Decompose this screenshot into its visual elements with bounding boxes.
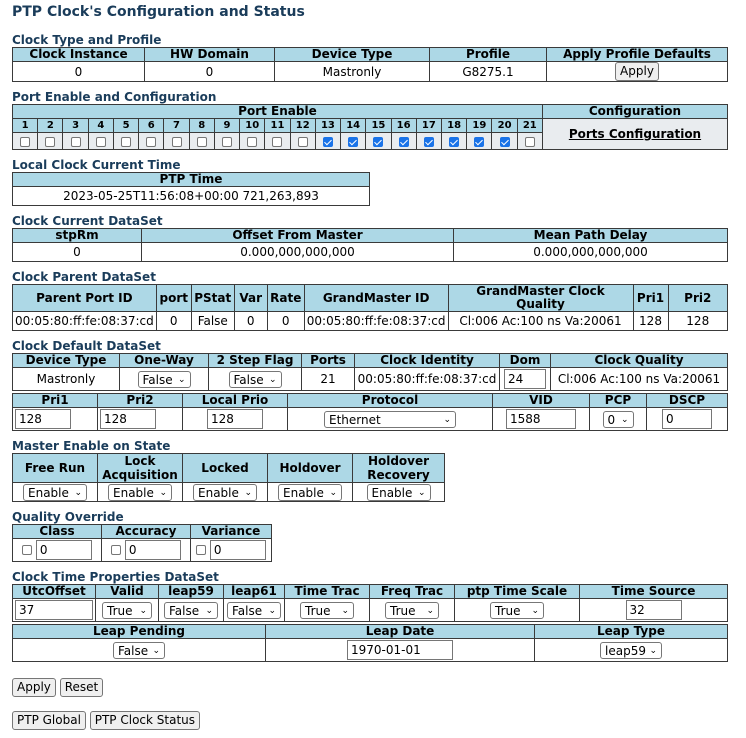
col-lock-acquisition: Lock Acquisition xyxy=(98,454,183,483)
col-clock-quality: Clock Quality xyxy=(551,354,728,368)
port-number-1: 1 xyxy=(13,119,38,133)
variance-input[interactable]: 0 xyxy=(210,540,266,560)
page-title: PTP Clock's Configuration and Status xyxy=(12,4,305,20)
class-override-checkbox[interactable] xyxy=(22,545,32,555)
one-way-select[interactable]: False ⌄ xyxy=(138,371,191,388)
port-enable-checkbox-6[interactable] xyxy=(146,137,156,147)
leap-date-input[interactable]: 1970-01-01 xyxy=(347,640,453,660)
configuration-header: Configuration xyxy=(542,105,727,119)
col-ds-pri1: Pri1 xyxy=(13,394,98,408)
col-ptp-time-scale: ptp Time Scale xyxy=(455,585,580,599)
port-enable-checkbox-7[interactable] xyxy=(172,137,182,147)
col-device-type: Device Type xyxy=(275,48,430,62)
col-holdover-recovery: Holdover Recovery xyxy=(353,454,445,483)
parent-port-id-value: 00:05:80:ff:fe:08:37:cd xyxy=(13,312,157,331)
col-dscp: DSCP xyxy=(647,394,728,408)
leap-type-select[interactable]: leap59 ⌄ xyxy=(600,642,662,659)
default-ds-table xyxy=(12,353,728,391)
reset-button[interactable]: Reset xyxy=(60,678,104,697)
pstat-value: False xyxy=(191,312,234,331)
col-pstat: PStat xyxy=(191,285,234,312)
port-enable-checkbox-9[interactable] xyxy=(222,137,232,147)
class-input[interactable]: 0 xyxy=(36,540,92,560)
port-number-11: 11 xyxy=(265,119,290,133)
col-pri2: Pri2 xyxy=(668,285,728,312)
port-enable-checkbox-8[interactable] xyxy=(197,137,207,147)
holdover-select[interactable]: Enable ⌄ xyxy=(278,484,342,501)
apply-button[interactable]: Apply xyxy=(12,678,56,697)
port-enable-checkbox-21[interactable] xyxy=(525,137,535,147)
pri1-input[interactable]: 128 xyxy=(15,409,71,429)
port-number-21: 21 xyxy=(517,119,542,133)
port-number-14: 14 xyxy=(341,119,366,133)
col-default-device-type: Device Type xyxy=(13,354,120,368)
col-pcp: PCP xyxy=(590,394,647,408)
port-number-13: 13 xyxy=(315,119,340,133)
port-enable-checkbox-1[interactable] xyxy=(20,137,30,147)
chevron-down-icon: ⌄ xyxy=(417,487,426,498)
pri2-value: 128 xyxy=(668,312,728,331)
port-number-16: 16 xyxy=(391,119,416,133)
leap-pending-select[interactable]: False ⌄ xyxy=(113,642,165,659)
clock-type-table xyxy=(12,47,728,82)
col-mean-path-delay: Mean Path Delay xyxy=(454,229,728,243)
profile-value: G8275.1 xyxy=(430,62,547,82)
port-enable-checkbox-13[interactable] xyxy=(323,137,333,147)
port-number-6: 6 xyxy=(139,119,164,133)
master-enable-table xyxy=(12,453,445,502)
leap59-select[interactable]: False ⌄ xyxy=(164,602,218,619)
clock-type-title: Clock Type and Profile xyxy=(12,33,162,47)
col-pri1: Pri1 xyxy=(633,285,668,312)
default-ds-title: Clock Default DataSet xyxy=(12,339,161,353)
master-enable-title: Master Enable on State xyxy=(12,439,171,453)
grandmaster-id-value: 00:05:80:ff:fe:08:37:cd xyxy=(304,312,448,331)
port-enable-checkbox-15[interactable] xyxy=(373,137,383,147)
col-class: Class xyxy=(13,525,102,539)
chevron-down-icon: ⌄ xyxy=(268,605,276,616)
ports-value: 21 xyxy=(302,368,355,391)
chevron-down-icon: ⌄ xyxy=(268,374,277,385)
local-time-title: Local Clock Current Time xyxy=(12,158,181,172)
col-one-way: One-Way xyxy=(120,354,209,368)
nav-buttons xyxy=(12,711,746,730)
col-hw-domain: HW Domain xyxy=(145,48,275,62)
col-ports: Ports xyxy=(302,354,355,368)
port-number-row xyxy=(13,119,728,133)
parent-ds-table xyxy=(12,284,728,331)
time-props-table xyxy=(12,584,728,622)
dscp-input[interactable]: 0 xyxy=(662,409,712,429)
quality-override-title: Quality Override xyxy=(12,510,124,524)
chevron-down-icon: ⌄ xyxy=(443,414,451,425)
port-number-4: 4 xyxy=(88,119,113,133)
current-ds-title: Clock Current DataSet xyxy=(12,214,163,228)
chevron-down-icon: ⌄ xyxy=(159,487,167,498)
port-number-3: 3 xyxy=(63,119,88,133)
rate-value: 0 xyxy=(267,312,304,331)
port-number-18: 18 xyxy=(441,119,466,133)
port-enable-title: Port Enable and Configuration xyxy=(12,90,217,104)
port-number-9: 9 xyxy=(214,119,239,133)
col-time-source: Time Source xyxy=(580,585,728,599)
parent-ds-title: Clock Parent DataSet xyxy=(12,270,156,284)
two-step-flag-select[interactable]: False ⌄ xyxy=(229,371,282,388)
leap61-select[interactable]: False ⌄ xyxy=(227,602,281,619)
col-freq-trac: Freq Trac xyxy=(370,585,455,599)
port-number-19: 19 xyxy=(467,119,492,133)
local-prio-input[interactable]: 128 xyxy=(207,409,263,429)
chevron-down-icon: ⌄ xyxy=(139,605,147,616)
chevron-down-icon: ⌄ xyxy=(426,605,434,616)
col-free-run: Free Run xyxy=(13,454,98,483)
chevron-down-icon: ⌄ xyxy=(244,487,252,498)
port-number-10: 10 xyxy=(240,119,265,133)
default-device-type-value: Mastronly xyxy=(13,368,120,391)
free-run-select[interactable]: Enable ⌄ xyxy=(23,484,87,501)
col-2-step-flag: 2 Step Flag xyxy=(209,354,302,368)
col-leap-pending: Leap Pending xyxy=(13,625,266,639)
accuracy-input[interactable]: 0 xyxy=(125,540,181,560)
port-enable-checkbox-16[interactable] xyxy=(399,137,409,147)
clock-identity-value: 00:05:80:ff:fe:08:37:cd xyxy=(355,368,500,391)
port-enable-checkbox-18[interactable] xyxy=(449,137,459,147)
col-valid: Valid xyxy=(96,585,159,599)
port-enable-checkbox-14[interactable] xyxy=(348,137,358,147)
port-enable-checkbox-19[interactable] xyxy=(474,137,484,147)
quality-override-table xyxy=(12,524,272,562)
port-number-8: 8 xyxy=(189,119,214,133)
col-holdover: Holdover xyxy=(268,454,353,483)
col-stprm: stpRm xyxy=(13,229,142,243)
port-enable-checkbox-12[interactable] xyxy=(298,137,308,147)
col-clock-identity: Clock Identity xyxy=(355,354,500,368)
col-rate: Rate xyxy=(267,285,304,312)
chevron-down-icon: ⌄ xyxy=(74,487,82,498)
port-value: 0 xyxy=(156,312,191,331)
apply-profile-button[interactable]: Apply xyxy=(615,62,659,81)
col-accuracy: Accuracy xyxy=(102,525,191,539)
port-number-12: 12 xyxy=(290,119,315,133)
ports-configuration-link[interactable]: Ports Configuration xyxy=(568,127,702,141)
local-time-table xyxy=(12,172,370,206)
utc-offset-input[interactable]: 37 xyxy=(15,600,93,620)
col-vid: VID xyxy=(493,394,590,408)
col-offset-from-master: Offset From Master xyxy=(142,229,454,243)
col-ds-pri2: Pri2 xyxy=(98,394,183,408)
col-utc-offset: UtcOffset xyxy=(13,585,96,599)
col-leap-type: Leap Type xyxy=(535,625,728,639)
freq-trac-select[interactable]: True ⌄ xyxy=(385,602,439,619)
port-number-5: 5 xyxy=(113,119,138,133)
leap-table xyxy=(12,624,728,662)
lock-acquisition-select[interactable]: Enable ⌄ xyxy=(108,484,172,501)
dom-input[interactable]: 24 xyxy=(504,369,546,389)
form-buttons xyxy=(12,678,746,697)
current-ds-table xyxy=(12,228,728,262)
col-locked: Locked xyxy=(183,454,268,483)
col-grandmaster-clock-quality: GrandMaster Clock Quality xyxy=(448,285,633,312)
pri2-input[interactable]: 128 xyxy=(100,409,156,429)
col-dom: Dom xyxy=(500,354,551,368)
pcp-select[interactable]: 0 ⌄ xyxy=(603,411,634,428)
port-enable-checkbox-20[interactable] xyxy=(500,137,510,147)
port-number-15: 15 xyxy=(366,119,391,133)
chevron-down-icon: ⌄ xyxy=(205,605,213,616)
port-enable-checkbox-5[interactable] xyxy=(121,137,131,147)
port-enable-checkbox-4[interactable] xyxy=(96,137,106,147)
valid-select[interactable]: True ⌄ xyxy=(102,602,152,619)
port-number-17: 17 xyxy=(416,119,441,133)
col-grandmaster-id: GrandMaster ID xyxy=(304,285,448,312)
time-trac-select[interactable]: True ⌄ xyxy=(300,602,354,619)
hw-domain-value: 0 xyxy=(145,62,275,82)
ptp-time-scale-select[interactable]: True ⌄ xyxy=(490,602,544,619)
variance-override-checkbox[interactable] xyxy=(196,545,206,555)
col-apply-profile-defaults: Apply Profile Defaults xyxy=(547,48,728,62)
col-variance: Variance xyxy=(191,525,272,539)
locked-select[interactable]: Enable ⌄ xyxy=(193,484,257,501)
port-enable-checkbox-3[interactable] xyxy=(71,137,81,147)
offset-from-master-value: 0.000,000,000,000 xyxy=(142,243,454,262)
col-time-trac: Time Trac xyxy=(285,585,370,599)
clock-instance-value: 0 xyxy=(13,62,145,82)
port-enable-table xyxy=(12,104,728,150)
time-source-input[interactable]: 32 xyxy=(626,600,682,620)
col-parent-port-id: Parent Port ID xyxy=(13,285,157,312)
grandmaster-clock-quality-value: Cl:006 Ac:100 ns Va:20061 xyxy=(448,312,633,331)
chevron-down-icon: ⌄ xyxy=(531,605,539,616)
protocol-select[interactable]: Ethernet ⌄ xyxy=(324,411,456,428)
ptp-time-value: 2023-05-25T11:56:08+00:00 721,263,893 xyxy=(13,187,370,206)
col-leap-date: Leap Date xyxy=(266,625,535,639)
col-protocol: Protocol xyxy=(288,394,493,408)
device-type-value: Mastronly xyxy=(275,62,430,82)
stprm-value: 0 xyxy=(13,243,142,262)
port-number-7: 7 xyxy=(164,119,189,133)
port-enable-checkbox-2[interactable] xyxy=(45,137,55,147)
chevron-down-icon: ⌄ xyxy=(152,645,160,656)
port-enable-checkbox-11[interactable] xyxy=(272,137,282,147)
chevron-down-icon: ⌄ xyxy=(341,605,349,616)
col-leap59: leap59 xyxy=(159,585,224,599)
chevron-down-icon: ⌄ xyxy=(620,414,629,425)
port-number-20: 20 xyxy=(492,119,517,133)
chevron-down-icon: ⌄ xyxy=(177,374,186,385)
col-local-prio: Local Prio xyxy=(183,394,288,408)
port-enable-header: Port Enable xyxy=(13,105,543,119)
col-clock-instance: Clock Instance xyxy=(13,48,145,62)
holdover-recovery-select[interactable]: Enable ⌄ xyxy=(367,484,431,501)
ptp-time-header: PTP Time xyxy=(13,173,370,187)
pri1-value: 128 xyxy=(633,312,668,331)
col-leap61: leap61 xyxy=(224,585,285,599)
ptp-global-button[interactable]: PTP Global xyxy=(12,711,86,730)
vid-input[interactable]: 1588 xyxy=(506,409,576,429)
col-port: port xyxy=(156,285,191,312)
clock-quality-value: Cl:006 Ac:100 ns Va:20061 xyxy=(551,368,728,391)
ptp-clock-status-button[interactable]: PTP Clock Status xyxy=(90,711,200,730)
chevron-down-icon: ⌄ xyxy=(329,487,337,498)
mean-path-delay-value: 0.000,000,000,000 xyxy=(454,243,728,262)
time-props-title: Clock Time Properties DataSet xyxy=(12,570,219,584)
default-ds-table-2 xyxy=(12,393,728,431)
var-value: 0 xyxy=(234,312,267,331)
port-enable-checkbox-10[interactable] xyxy=(247,137,257,147)
accuracy-override-checkbox[interactable] xyxy=(111,545,121,555)
col-var: Var xyxy=(234,285,267,312)
port-number-2: 2 xyxy=(38,119,63,133)
col-profile: Profile xyxy=(430,48,547,62)
port-enable-checkbox-17[interactable] xyxy=(424,137,434,147)
chevron-down-icon: ⌄ xyxy=(649,645,657,656)
